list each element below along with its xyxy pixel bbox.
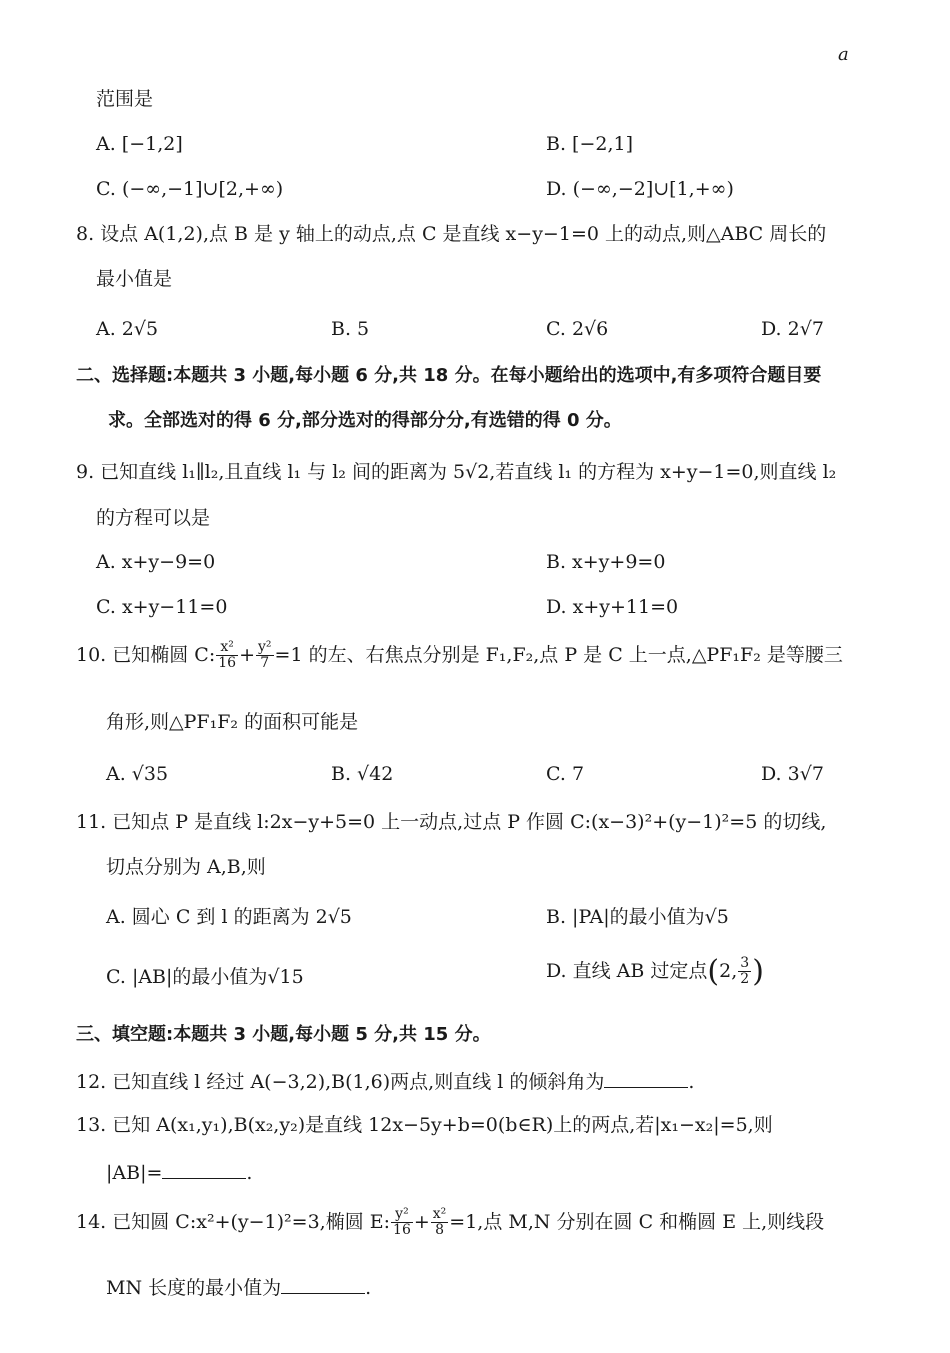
q7-option-d: D. (−∞,−2]∪[1,+∞) xyxy=(546,178,734,200)
q10-prefix: 10. 已知椭圆 C: xyxy=(76,643,216,666)
q12-text: 12. 已知直线 l 经过 A(−3,2),B(1,6)两点,则直线 l 的倾斜角为 xyxy=(76,1071,605,1093)
q7-option-a: A. [−1,2] xyxy=(96,133,183,155)
q10-option-c: C. 7 xyxy=(546,763,585,785)
q11-d-prefix: D. 直线 AB 过定点 xyxy=(546,959,708,982)
q12-answer-blank xyxy=(604,1071,688,1088)
q11-option-c: C. |AB|的最小值为√15 xyxy=(106,966,304,988)
q10-plus: + xyxy=(239,643,255,666)
q14-line1 xyxy=(76,1207,824,1239)
q14-f2-num: x² xyxy=(432,1206,447,1222)
q9-line1: 9. 已知直线 l₁∥l₂,且直线 l₁ 与 l₂ 间的距离为 5√2,若直线 l₁ 的方程为 x+y−1=0,则直线 l₂ xyxy=(76,461,837,483)
q10-line1 xyxy=(76,640,843,672)
q11-d-num: 3 xyxy=(740,955,750,971)
q10-f2-num: y² xyxy=(258,639,272,655)
q7-tail: 范围是 xyxy=(96,88,154,110)
q12-line xyxy=(76,1071,694,1092)
q9-option-c: C. x+y−11=0 xyxy=(96,596,228,618)
q14-f2-den: 8 xyxy=(435,1222,444,1239)
right-paren: ) xyxy=(752,953,764,989)
q10-f1-den: 16 xyxy=(218,655,237,672)
q10-option-a: A. √35 xyxy=(106,763,169,785)
q10-line2: 角形,则△PF₁F₂ 的面积可能是 xyxy=(106,711,359,733)
q14-line2-prefix: MN 长度的最小值为 xyxy=(106,1277,282,1299)
q11-d-den: 2 xyxy=(740,971,750,988)
q11-d-point: 2, xyxy=(719,959,738,982)
q11-option-b: B. |PA|的最小值为√5 xyxy=(546,906,729,928)
q8-option-b: B. 5 xyxy=(331,318,370,340)
q8-option-a: A. 2√5 xyxy=(96,318,159,340)
q11-d-fraction xyxy=(738,956,751,988)
q9-option-b: B. x+y+9=0 xyxy=(546,551,666,573)
q13-line2-prefix: |AB|= xyxy=(106,1162,163,1184)
q14-plus: + xyxy=(413,1210,430,1233)
q14-fraction-2 xyxy=(431,1207,449,1239)
corner-mark: a xyxy=(838,44,849,65)
q13-line1: 13. 已知 A(x₁,y₁),B(x₂,y₂)是直线 12x−5y+b=0(b∈R)上的两点,若|x₁−x₂|=5,则 xyxy=(76,1114,773,1136)
q14-fraction-1 xyxy=(391,1207,413,1239)
q9-line2: 的方程可以是 xyxy=(96,507,211,529)
q14-suffix: =1,点 M,N 分别在圆 C 和椭圆 E 上,则线段 xyxy=(449,1210,825,1233)
q10-f2-den: 7 xyxy=(260,655,270,672)
q13-line2 xyxy=(106,1162,252,1183)
q14-f1-num: y² xyxy=(391,1207,413,1223)
q11-line1: 11. 已知点 P 是直线 l:2x−y+5=0 上一动点,过点 P 作圆 C:(x−3)²+(y−1)²=5 的切线, xyxy=(76,811,827,833)
q10-option-b: B. √42 xyxy=(331,763,394,785)
q9-option-a: A. x+y−9=0 xyxy=(96,551,216,573)
q13-end: . xyxy=(246,1162,253,1184)
q11-option-a: A. 圆心 C 到 l 的距离为 2√5 xyxy=(106,906,352,928)
q14-f1-den: 16 xyxy=(393,1222,411,1239)
q8-option-d: D. 2√7 xyxy=(761,318,824,340)
section3-heading: 三、填空题:本题共 3 小题,每小题 5 分,共 15 分。 xyxy=(76,1024,491,1045)
section2-heading-cont: 求。全部选对的得 6 分,部分选对的得部分分,有选错的得 0 分。 xyxy=(108,410,622,431)
q8-line2: 最小值是 xyxy=(96,268,173,290)
q8-line1: 8. 设点 A(1,2),点 B 是 y 轴上的动点,点 C 是直线 x−y−1=0 上的动点,则△ABC 周长的 xyxy=(76,223,827,245)
q14-prefix: 14. 已知圆 C:x²+(y−1)²=3,椭圆 E: xyxy=(76,1210,391,1233)
q9-option-d: D. x+y+11=0 xyxy=(546,596,679,618)
q11-line2: 切点分别为 A,B,则 xyxy=(106,856,266,878)
q11-option-d xyxy=(546,953,764,989)
q10-f1-num: x² xyxy=(216,640,238,656)
q7-option-c: C. (−∞,−1]∪[2,+∞) xyxy=(96,178,284,200)
q8-option-c: C. 2√6 xyxy=(546,318,609,340)
left-paren: ( xyxy=(707,953,720,989)
q14-end: . xyxy=(365,1277,372,1299)
q12-end: . xyxy=(688,1071,695,1093)
q10-fraction-2 xyxy=(256,640,274,672)
q10-suffix: =1 的左、右焦点分别是 F₁,F₂,点 P 是 C 上一点,△PF₁F₂ 是等腰三 xyxy=(274,643,843,666)
q10-fraction-1 xyxy=(216,640,238,672)
q10-option-d: D. 3√7 xyxy=(761,763,824,785)
q13-answer-blank xyxy=(162,1162,246,1179)
q7-option-b: B. [−2,1] xyxy=(546,133,634,155)
q14-answer-blank xyxy=(281,1277,365,1294)
q14-line2 xyxy=(106,1277,371,1298)
section2-heading: 二、选择题:本题共 3 小题,每小题 6 分,共 18 分。在每小题给出的选项中,有多项符合题目要 xyxy=(76,365,822,386)
